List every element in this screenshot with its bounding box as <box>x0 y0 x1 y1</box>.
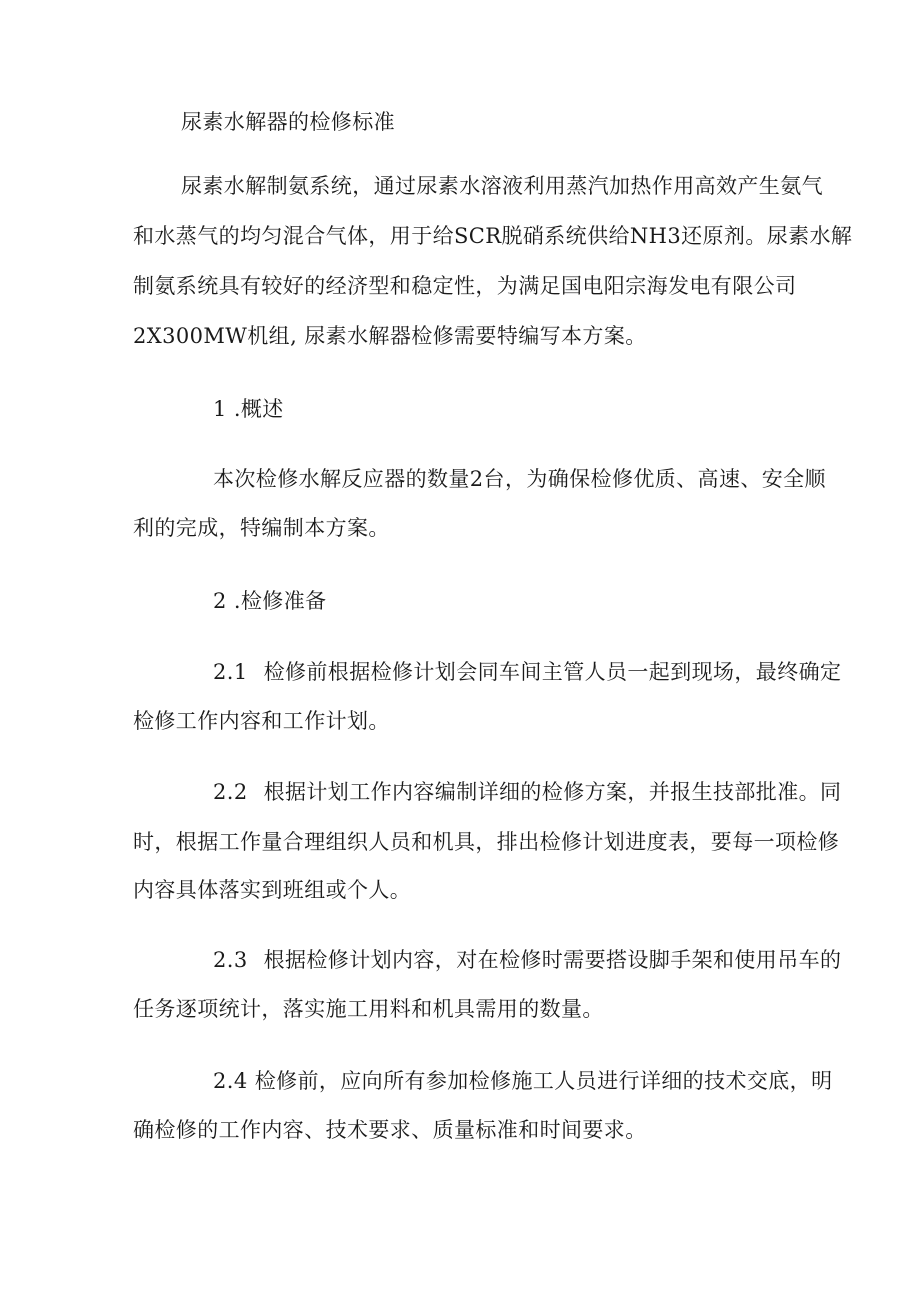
intro-line-3: 制氨系统具有较好的经济型和稳定性，为满足国电阳宗海发电有限公司 <box>133 274 797 298</box>
item-2-4-number: 2.4 <box>213 1069 248 1093</box>
item-2-3-number: 2.3 <box>213 948 248 972</box>
intro-line-2: 和水蒸气的均匀混合气体，用于给SCR脱硝系统供给NH3还原剂。尿素水解 <box>133 224 853 248</box>
section-1-line-2: 利的完成，特编制本方案。 <box>133 516 390 540</box>
item-2-3-text: 根据检修计划内容，对在检修时需要搭设脚手架和使用吊车的 <box>263 948 842 972</box>
item-2-2-line-3: 内容具体落实到班组或个人。 <box>133 878 412 902</box>
item-2-3-line-1 <box>213 946 841 974</box>
item-2-1-number: 2.1 <box>213 660 248 684</box>
item-2-4-text: 检修前，应向所有参加检修施工人员进行详细的技术交底，明 <box>254 1069 833 1093</box>
item-2-1-line-2: 检修工作内容和工作计划。 <box>133 709 390 733</box>
section-1-line-1: 本次检修水解反应器的数量2台，为确保检修优质、高速、安全顺 <box>213 467 826 491</box>
item-2-1-line-1 <box>213 658 841 686</box>
item-2-1-text: 检修前根据检修计划会同车间主管人员一起到现场，最终确定 <box>263 660 842 684</box>
intro-line-1: 尿素水解制氨系统，通过尿素水溶液利用蒸汽加热作用高效产生氨气 <box>181 174 823 198</box>
item-2-4-line-2: 确检修的工作内容、技术要求、质量标准和时间要求。 <box>133 1118 647 1142</box>
item-2-4-line-1 <box>213 1067 833 1095</box>
document-title: 尿素水解器的检修标准 <box>181 110 395 134</box>
item-2-2-line-1 <box>213 778 841 806</box>
section-2-heading: 2 .检修准备 <box>213 589 327 613</box>
item-2-2-number: 2.2 <box>213 780 248 804</box>
section-1-heading: 1 .概述 <box>213 397 284 421</box>
item-2-2-text: 根据计划工作内容编制详细的检修方案，并报生技部批准。同 <box>263 780 842 804</box>
item-2-2-line-2: 时，根据工作量合理组织人员和机具，排出检修计划进度表，要每一项检修 <box>133 830 840 854</box>
intro-line-4: 2X300MW机组, 尿素水解器检修需要特编写本方案。 <box>133 324 647 348</box>
item-2-3-line-2: 任务逐项统计，落实施工用料和机具需用的数量。 <box>133 997 604 1021</box>
